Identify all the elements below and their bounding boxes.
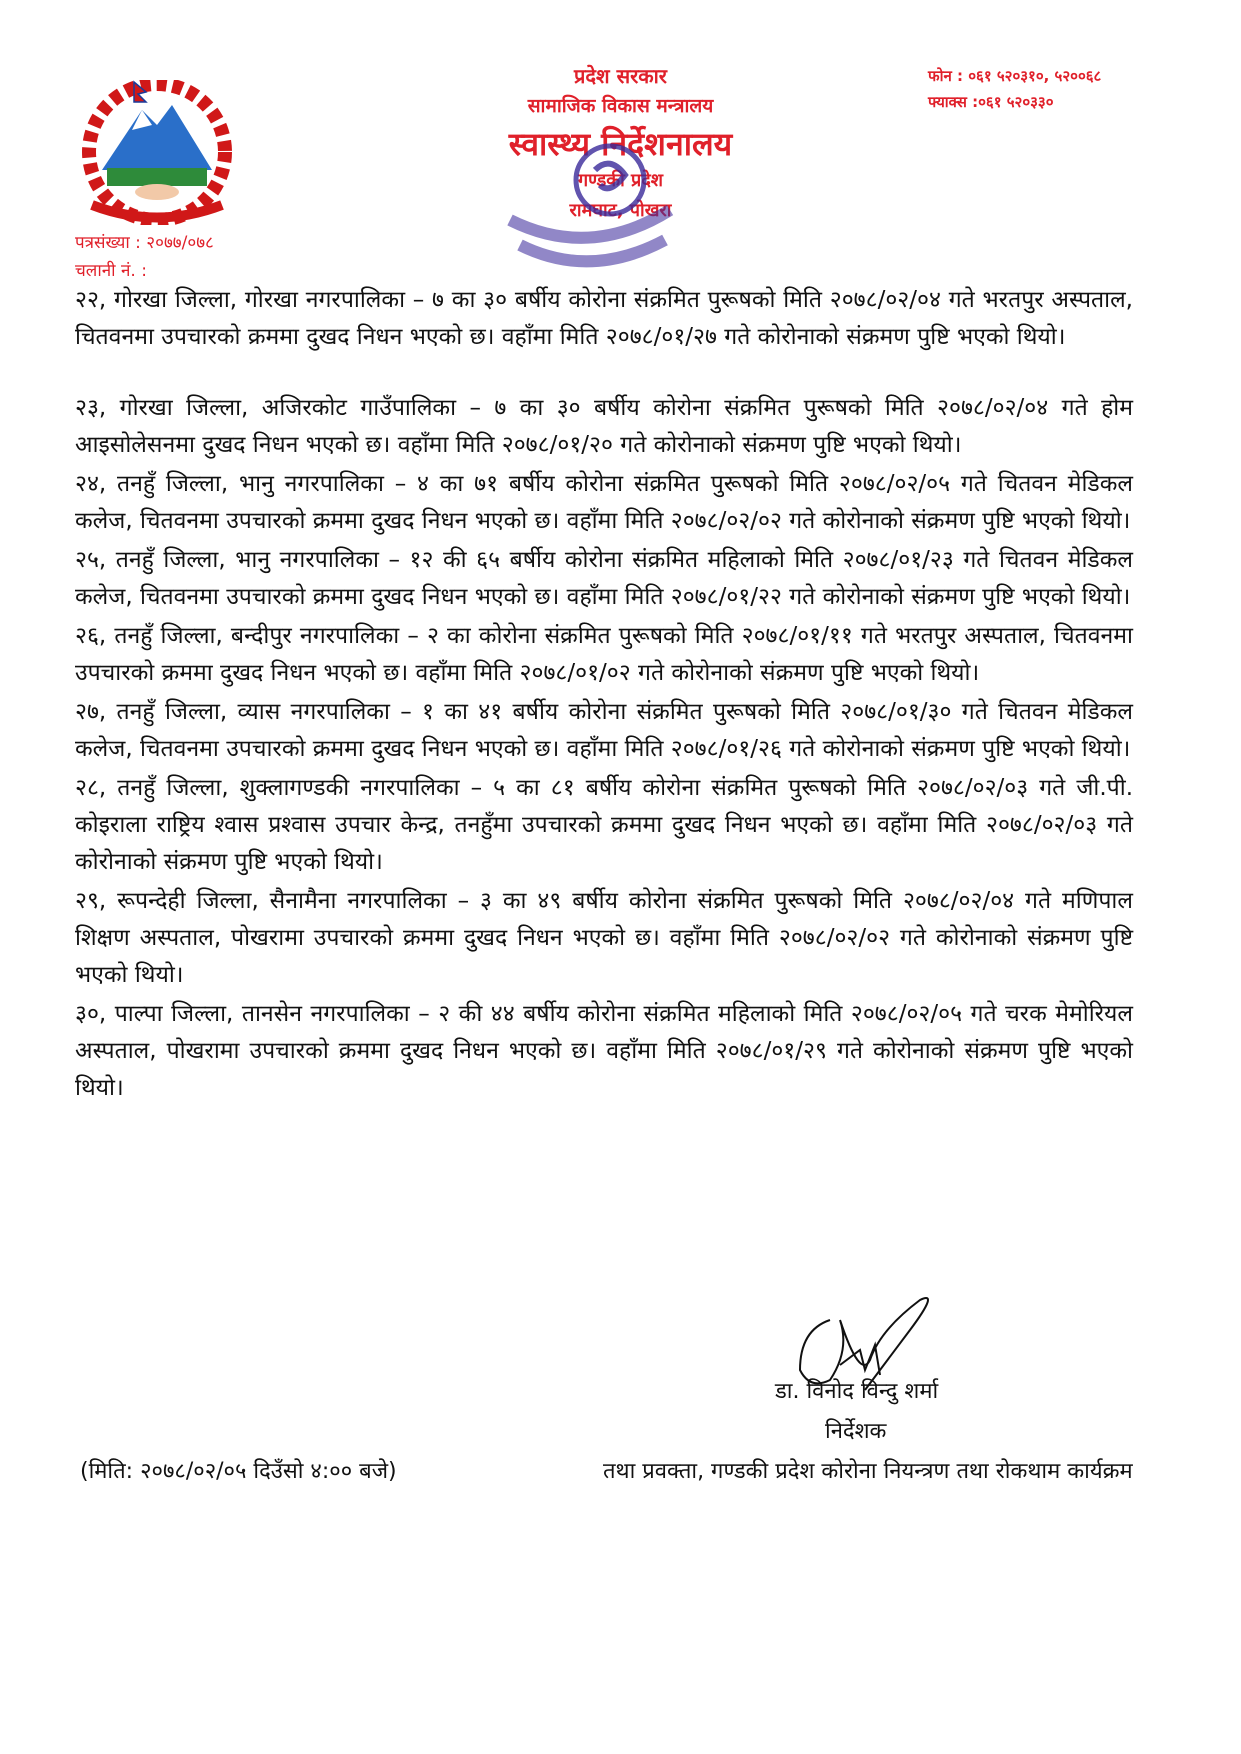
paragraph-26: २६, तनहुँ जिल्ला, बन्दीपुर नगरपालिका – २ का कोरोना संक्रमित पुरूषको मिति २०७८/०१/११ गते भरतपुर अस्पताल, चितवनमा उपचारको क्रममा दुखद निधन भएको छ। वहाँमा मिति २०७८/०१/०२ गते कोरोनाको संक्रमण पुष्टि भएको थियो। xyxy=(75,623,1133,686)
ministry-title: सामाजिक विकास मन्त्रालय xyxy=(527,95,714,117)
letter-number: पत्रसंख्या : २०७७/०७८ xyxy=(75,233,214,253)
signatory-name: डा. विनोद विन्दु शर्मा xyxy=(775,1379,939,1404)
paragraph-29: २९, रूपन्देही जिल्ला, सैनामैना नगरपालिका – ३ का ४९ बर्षीय कोरोना संक्रमित पुरूषको मिति २०७८/०२/०४ गते मणिपाल शिक्षण अस्पताल, पोखरामा उपचारको क्रममा दुखद निधन भएको छ। वहाँमा मिति २०७८/०२/०२ गते कोरोनाको संक्रमण पुष्टि भएको थियो। xyxy=(75,888,1134,988)
official-stamp-icon xyxy=(500,140,690,290)
letter-body xyxy=(75,282,1133,1109)
government-title: प्रदेश सरकार xyxy=(574,64,667,88)
paragraph-28: २८, तनहुँ जिल्ला, शुक्लागण्डकी नगरपालिका – ५ का ८१ बर्षीय कोरोना संक्रमित पुरूषको मिति २०७८/०२/०३ गते जी.पी. कोइराला राष्ट्रिय श्वास प्रश्वास उपचार केन्द्र, तनहुँमा उपचारको क्रममा दुखद निधन भएको छ। वहाँमा मिति २०७८/०२/०३ गते कोरोनाको संक्रमण पुष्टि भएको थियो। xyxy=(75,775,1133,875)
dispatch-number: चलानी नं. : xyxy=(75,261,147,281)
province-line: गण्डकी प्रदेश xyxy=(577,170,664,191)
fax-number: फ्याक्स :०६१ ५२०३३० xyxy=(928,93,1054,111)
paragraph-25: २५, तनहुँ जिल्ला, भानु नगरपालिका – १२ की ६५ बर्षीय कोरोना संक्रमित महिलाको मिति २०७८/०१/२३ गते चितवन मेडिकल कलेज, चितवनमा उपचारको क्रममा दुखद निधन भएको छ। वहाँमा मिति २०७८/०१/२२ गते कोरोनाको संक्रमण पुष्टि भएको थियो। xyxy=(75,547,1133,610)
paragraph-24: २४, तनहुँ जिल्ला, भानु नगरपालिका – ४ का ७१ बर्षीय कोरोना संक्रमित पुरूषको मिति २०७८/०२/०५ गते चितवन मेडिकल कलेज, चितवनमा उपचारको क्रममा दुखद निधन भएको छ। वहाँमा मिति २०७८/०२/०२ गते कोरोनाको संक्रमण पुष्टि भएको थियो। xyxy=(75,471,1133,534)
issue-date: (मिति: २०७८/०२/०५ दिउँसो ४:०० बजे) xyxy=(80,1459,397,1484)
phone-number: फोन : ०६१ ५२०३१०, ५२००६८ xyxy=(928,67,1102,85)
signatory-designation: निर्देशक xyxy=(825,1419,887,1444)
paragraph-27: २७, तनहुँ जिल्ला, व्यास नगरपालिका – १ का ४१ बर्षीय कोरोना संक्रमित पुरूषको मिति २०७८/०१/३० गते चितवन मेडिकल कलेज, चितवनमा उपचारको क्रममा दुखद निधन भएको छ। वहाँमा मिति २०७८/०१/२६ गते कोरोनाको संक्रमण पुष्टि भएको थियो। xyxy=(75,699,1133,762)
paragraph-22: २२, गोरखा जिल्ला, गोरखा नगरपालिका – ७ का ३० बर्षीय कोरोना संक्रमित पुरूषको मिति २०७८/०२/०४ गते भरतपुर अस्पताल, चितवनमा उपचारको क्रममा दुखद निधन भएको छ। वहाँमा मिति २०७८/०१/२७ गते कोरोनाको संक्रमण पुष्टि भएको थियो। xyxy=(75,287,1133,350)
paragraph-23: २३, गोरखा जिल्ला, अजिरकोट गाउँपालिका – ७ का ३० बर्षीय कोरोना संक्रमित पुरूषको मिति २०७८/०२/०४ गते होम आइसोलेसनमा दुखद निधन भएको छ। वहाँमा मिति २०७८/०१/२० गते कोरोनाको संक्रमण पुष्टि भएको थियो। xyxy=(75,395,1133,458)
address-line: रामघाट, पोखरा xyxy=(569,200,672,221)
paragraph-30: ३०, पाल्पा जिल्ला, तानसेन नगरपालिका – २ की ४४ बर्षीय कोरोना संक्रमित महिलाको मिति २०७८/०२/०५ गते चरक मेमोरियल अस्पताल, पोखरामा उपचारको क्रममा दुखद निधन भएको छ। वहाँमा मिति २०७८/०१/२९ गते कोरोनाको संक्रमण पुष्टि भएको थियो। xyxy=(75,1001,1133,1101)
signatory-role: तथा प्रवक्ता, गण्डकी प्रदेश कोरोना नियन्त्रण तथा रोकथाम कार्यक्रम xyxy=(603,1459,1133,1484)
directorate-title: स्वास्थ्य निर्देशनालय xyxy=(508,125,733,163)
